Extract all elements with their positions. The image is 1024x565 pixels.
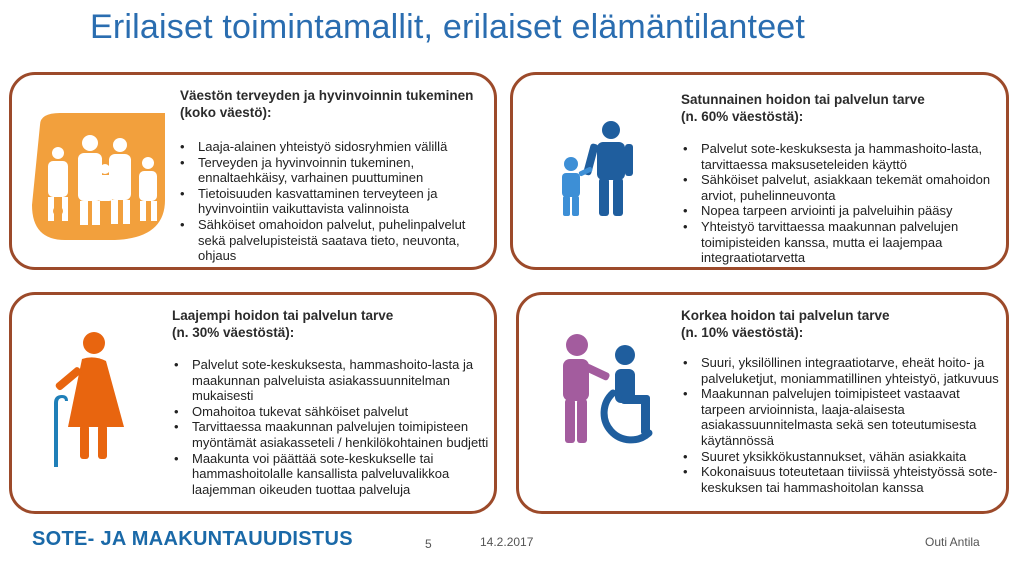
footer-logo: SOTE- JA MAAKUNTAUUDISTUS xyxy=(32,528,353,550)
card-heading-line2: (koko väestö): xyxy=(180,105,272,120)
card-heading-line1: Laajempi hoidon tai palvelun tarve xyxy=(172,308,394,323)
list-item: • Terveyden ja hyvinvoinnin tukeminen, ennaltaehkäisy, varhainen puuttuminen xyxy=(178,155,490,186)
list-item: • Suuri, yksilöllinen integraatiotarve, eheät hoito- ja palveluketjut, moniammatillinen yhteistyö, jatkuvuus xyxy=(681,355,1006,386)
card-heading-line1: Korkea hoidon tai palvelun tarve xyxy=(681,308,890,323)
page-number: 5 xyxy=(425,537,432,551)
card-heading-line2: (n. 10% väestöstä): xyxy=(681,325,804,340)
card-heading-line2: (n. 60% väestöstä): xyxy=(681,109,804,124)
footer-author: Outi Antila xyxy=(925,535,980,549)
footer-date: 14.2.2017 xyxy=(480,535,534,549)
list-item: • Sähköiset omahoidon palvelut, puhelinpalvelut sekä palvelupisteistä saatava tieto, neuvonta, ohjaus xyxy=(178,217,490,264)
card-heading-line2: (n. 30% väestöstä): xyxy=(172,325,295,340)
card-occasional-need xyxy=(510,72,1009,270)
page-title: Erilaiset toimintamallit, erilaiset elämäntilanteet xyxy=(90,8,806,46)
family-group-icon xyxy=(20,105,170,245)
card-heading-line1: Satunnainen hoidon tai palvelun tarve xyxy=(681,92,925,107)
list-item: • Laaja-alainen yhteistyö sidosryhmien välillä xyxy=(178,139,490,155)
list-item: • Kokonaisuus toteutetaan tiiviissä yhteistyössä sote-keskuksen tai hammashoitolan kanssa xyxy=(681,464,1006,495)
bullet-list xyxy=(681,355,1006,495)
list-item: • Tietoisuuden kasvattaminen terveyteen ja hyvinvointiin vaikuttavista valinnoista xyxy=(178,186,490,217)
list-item: • Omahoitoa tukevat sähköiset palvelut xyxy=(172,404,490,420)
bullet-list xyxy=(178,139,490,264)
list-item: • Tarvittaessa maakunnan palvelujen toimipisteen myöntämät asiakasseteli / henkilökohtainen budjetti xyxy=(172,419,490,450)
elderly-with-cane-icon xyxy=(48,329,138,479)
list-item: • Suuret yksikkökustannukset, vähän asiakkaita xyxy=(681,449,1006,465)
list-item: • Palvelut sote-keskuksesta ja hammashoito-lasta, tarvittaessa maksuseteleiden käyttö xyxy=(681,141,999,172)
bullet-list xyxy=(681,141,999,266)
parent-child-icon xyxy=(553,120,643,220)
wheelchair-caregiver-icon xyxy=(549,333,659,453)
list-item: • Maakunnan palvelujen toimipisteet vastaavat tarpeen arvioinnista, laaja-alaisesta asiakassuunnitelmasta sekä sen toteutumisesta käytännössä xyxy=(681,386,1006,448)
list-item: • Sähköiset palvelut, asiakkaan tekemät omahoidon arviot, puhelinneuvonta xyxy=(681,172,999,203)
card-broader-need xyxy=(9,292,497,514)
bullet-list xyxy=(172,357,490,497)
card-heading-line1: Väestön terveyden ja hyvinvoinnin tukeminen xyxy=(180,88,474,103)
card-population-wellbeing xyxy=(9,72,497,270)
card-high-need xyxy=(516,292,1009,514)
list-item: • Yhteistyö tarvittaessa maakunnan palvelujen toimipisteiden kanssa, mutta ei laajempaa integraatiotarvetta xyxy=(681,219,999,266)
list-item: • Maakunta voi päättää sote-keskukselle tai hammashoitolalle kansallista palveluvalikkoa laajemman oikeuden tuottaa palveluja xyxy=(172,451,490,498)
list-item: • Nopea tarpeen arviointi ja palveluihin pääsy xyxy=(681,203,999,219)
list-item: • Palvelut sote-keskuksesta, hammashoito-lasta ja maakunnan palveluista asiakassuunnitelman mukaisesti xyxy=(172,357,490,404)
